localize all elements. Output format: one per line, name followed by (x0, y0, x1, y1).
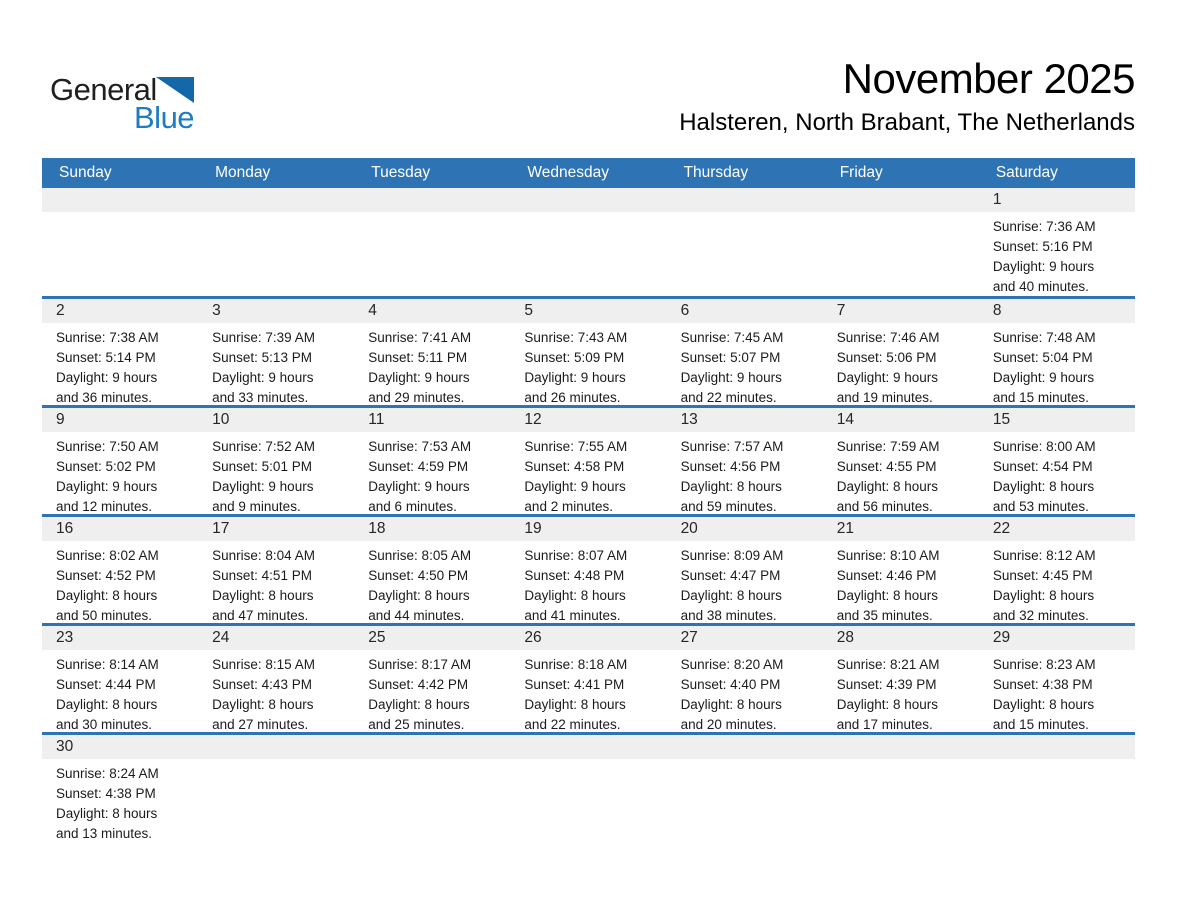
day-number-empty (42, 188, 198, 212)
week-row (42, 405, 1135, 514)
day-details (979, 759, 1135, 764)
daylight-text-line2: and 32 minutes. (992, 608, 1089, 623)
day-number-empty (823, 188, 979, 212)
day-details (42, 432, 198, 517)
sunset-text: Sunset: 4:51 PM (212, 568, 312, 583)
daylight-text-line1: Daylight: 9 hours (368, 479, 470, 494)
daylight-text-line2: and 50 minutes. (56, 608, 153, 623)
daylight-text-line1: Daylight: 8 hours (836, 697, 939, 712)
day-details (979, 212, 1135, 297)
day-details (667, 759, 823, 764)
sunset-text: Sunset: 5:06 PM (836, 350, 937, 365)
daylight-text-line1: Daylight: 8 hours (212, 697, 314, 712)
calendar-day-cell (823, 408, 979, 514)
daylight-text-line2: and 30 minutes. (56, 717, 153, 732)
sunset-text: Sunset: 5:02 PM (56, 459, 156, 474)
daylight-text-line2: and 2 minutes. (524, 499, 613, 514)
sunrise-text: Sunrise: 7:55 AM (524, 439, 628, 454)
day-number: 23 (42, 626, 198, 650)
day-number-empty (979, 735, 1135, 759)
daylight-text-line1: Daylight: 8 hours (992, 588, 1095, 603)
sunrise-text: Sunrise: 7:43 AM (524, 330, 628, 345)
day-number: 9 (42, 408, 198, 432)
calendar-day-cell (354, 299, 510, 405)
title-block (679, 56, 1135, 137)
day-number: 15 (979, 408, 1135, 432)
calendar-day-cell (667, 517, 823, 623)
page-title: November 2025 (842, 55, 1135, 102)
sunset-text: Sunset: 4:59 PM (368, 459, 469, 474)
week-row (42, 514, 1135, 623)
daylight-text-line2: and 44 minutes. (368, 608, 465, 623)
day-number-empty (510, 188, 666, 212)
sunrise-text: Sunrise: 8:09 AM (680, 548, 784, 563)
day-number: 24 (198, 626, 354, 650)
daylight-text-line2: and 19 minutes. (836, 390, 933, 405)
daylight-text-line1: Daylight: 9 hours (992, 370, 1095, 385)
day-details (510, 432, 666, 517)
sunrise-text: Sunrise: 7:50 AM (56, 439, 159, 454)
calendar-day-cell (667, 408, 823, 514)
day-details (42, 541, 198, 626)
day-number: 21 (823, 517, 979, 541)
calendar-day-cell (42, 299, 198, 405)
day-number: 17 (198, 517, 354, 541)
daylight-text-line2: and 35 minutes. (836, 608, 933, 623)
day-details (42, 212, 198, 217)
daylight-text-line2: and 53 minutes. (992, 499, 1089, 514)
day-details (354, 650, 510, 735)
sunset-text: Sunset: 4:52 PM (56, 568, 156, 583)
daylight-text-line1: Daylight: 9 hours (56, 479, 158, 494)
calendar-day-cell (510, 299, 666, 405)
day-number-empty (198, 735, 354, 759)
day-number: 26 (510, 626, 666, 650)
daylight-text-line1: Daylight: 9 hours (368, 370, 470, 385)
day-details (354, 541, 510, 626)
day-number: 16 (42, 517, 198, 541)
calendar-empty-cell (667, 188, 823, 296)
logo-word-blue: Blue (134, 100, 195, 135)
calendar-day-cell (198, 517, 354, 623)
week-row (42, 623, 1135, 732)
sunrise-text: Sunrise: 7:36 AM (992, 219, 1096, 234)
calendar-empty-cell (198, 188, 354, 296)
daylight-text-line1: Daylight: 8 hours (992, 479, 1095, 494)
calendar-day-cell (42, 517, 198, 623)
sunset-text: Sunset: 4:55 PM (836, 459, 937, 474)
general-blue-logo (50, 74, 220, 136)
daylight-text-line2: and 40 minutes. (992, 279, 1089, 294)
calendar-empty-cell (979, 735, 1135, 841)
day-number: 27 (667, 626, 823, 650)
calendar-day-cell (979, 517, 1135, 623)
day-number-empty (198, 188, 354, 212)
day-number: 2 (42, 299, 198, 323)
sunset-text: Sunset: 5:14 PM (56, 350, 156, 365)
daylight-text-line2: and 41 minutes. (524, 608, 621, 623)
daylight-text-line1: Daylight: 8 hours (680, 697, 782, 712)
calendar-day-cell (823, 626, 979, 732)
day-number: 19 (510, 517, 666, 541)
daylight-text-line1: Daylight: 8 hours (680, 588, 782, 603)
day-details (823, 541, 979, 626)
sunset-text: Sunset: 4:43 PM (212, 677, 312, 692)
daylight-text-line1: Daylight: 8 hours (836, 588, 939, 603)
day-number: 3 (198, 299, 354, 323)
sunrise-text: Sunrise: 7:59 AM (836, 439, 940, 454)
calendar-empty-cell (823, 735, 979, 841)
day-number: 20 (667, 517, 823, 541)
daylight-text-line2: and 29 minutes. (368, 390, 465, 405)
daylight-text-line1: Daylight: 9 hours (836, 370, 939, 385)
day-details (510, 650, 666, 735)
calendar-day-cell (354, 517, 510, 623)
day-details (354, 432, 510, 517)
sunrise-text: Sunrise: 8:20 AM (680, 657, 784, 672)
day-details (667, 323, 823, 408)
daylight-text-line1: Daylight: 8 hours (212, 588, 314, 603)
sunset-text: Sunset: 5:11 PM (368, 350, 468, 365)
day-number-empty (823, 735, 979, 759)
sunset-text: Sunset: 4:38 PM (56, 786, 156, 801)
day-details (198, 212, 354, 217)
day-number-empty (510, 735, 666, 759)
calendar-day-cell (354, 408, 510, 514)
day-details (354, 323, 510, 408)
day-details (198, 432, 354, 517)
sunset-text: Sunset: 4:42 PM (368, 677, 469, 692)
sunrise-text: Sunrise: 8:15 AM (212, 657, 315, 672)
sunset-text: Sunset: 4:47 PM (680, 568, 781, 583)
day-details (42, 650, 198, 735)
daylight-text-line2: and 22 minutes. (524, 717, 621, 732)
daylight-text-line2: and 47 minutes. (212, 608, 309, 623)
sunrise-text: Sunrise: 7:41 AM (368, 330, 472, 345)
sunrise-text: Sunrise: 7:52 AM (212, 439, 315, 454)
weekday-header-row (42, 158, 1135, 188)
sunrise-text: Sunrise: 8:18 AM (524, 657, 628, 672)
sunrise-text: Sunrise: 8:24 AM (56, 766, 159, 781)
calendar-day-cell (354, 626, 510, 732)
day-number-empty (667, 735, 823, 759)
sunrise-text: Sunrise: 8:04 AM (212, 548, 315, 563)
calendar-day-cell (667, 299, 823, 405)
weekday-saturday: Saturday (995, 164, 1058, 181)
calendar-day-cell (198, 408, 354, 514)
sunrise-text: Sunrise: 8:17 AM (368, 657, 472, 672)
logo-word-general: General (50, 72, 157, 107)
sunrise-text: Sunrise: 7:46 AM (836, 330, 940, 345)
day-number: 11 (354, 408, 510, 432)
sunrise-text: Sunrise: 7:45 AM (680, 330, 784, 345)
day-number: 6 (667, 299, 823, 323)
day-details (354, 759, 510, 764)
sunrise-text: Sunrise: 7:39 AM (212, 330, 315, 345)
sunset-text: Sunset: 5:13 PM (212, 350, 312, 365)
daylight-text-line1: Daylight: 8 hours (56, 697, 158, 712)
daylight-text-line2: and 22 minutes. (680, 390, 777, 405)
calendar-empty-cell (667, 735, 823, 841)
calendar-day-cell (42, 408, 198, 514)
day-details (354, 212, 510, 217)
daylight-text-line1: Daylight: 9 hours (56, 370, 158, 385)
day-number: 28 (823, 626, 979, 650)
sunrise-text: Sunrise: 7:53 AM (368, 439, 472, 454)
page-subtitle: Halsteren, North Brabant, The Netherlands (679, 109, 1135, 137)
day-details (42, 323, 198, 408)
calendar-day-cell (979, 299, 1135, 405)
calendar-day-cell (510, 517, 666, 623)
daylight-text-line1: Daylight: 8 hours (56, 588, 158, 603)
daylight-text-line2: and 9 minutes. (212, 499, 301, 514)
sunset-text: Sunset: 4:40 PM (680, 677, 781, 692)
sunset-text: Sunset: 5:09 PM (524, 350, 625, 365)
day-number: 10 (198, 408, 354, 432)
sunrise-text: Sunrise: 8:10 AM (836, 548, 940, 563)
sunset-text: Sunset: 4:50 PM (368, 568, 469, 583)
calendar-empty-cell (198, 735, 354, 841)
sunset-text: Sunset: 4:45 PM (992, 568, 1093, 583)
day-number: 5 (510, 299, 666, 323)
calendar-day-cell (198, 626, 354, 732)
day-details (979, 541, 1135, 626)
calendar-day-cell (198, 299, 354, 405)
day-details (510, 759, 666, 764)
daylight-text-line1: Daylight: 8 hours (56, 806, 158, 821)
day-number-empty (354, 735, 510, 759)
daylight-text-line2: and 56 minutes. (836, 499, 933, 514)
calendar-empty-cell (510, 735, 666, 841)
day-details (198, 650, 354, 735)
day-details (823, 212, 979, 217)
week-row (42, 188, 1135, 296)
calendar-day-cell (823, 299, 979, 405)
calendar-empty-cell (823, 188, 979, 296)
daylight-text-line2: and 17 minutes. (836, 717, 933, 732)
day-number: 8 (979, 299, 1135, 323)
week-row (42, 296, 1135, 405)
day-details (198, 759, 354, 764)
sunset-text: Sunset: 4:48 PM (524, 568, 625, 583)
daylight-text-line1: Daylight: 8 hours (368, 588, 470, 603)
day-number: 29 (979, 626, 1135, 650)
sunset-text: Sunset: 4:38 PM (992, 677, 1093, 692)
day-number: 13 (667, 408, 823, 432)
day-details (510, 212, 666, 217)
daylight-text-line2: and 36 minutes. (56, 390, 153, 405)
calendar-day-cell (823, 517, 979, 623)
day-number: 4 (354, 299, 510, 323)
day-number: 12 (510, 408, 666, 432)
sunset-text: Sunset: 5:04 PM (992, 350, 1093, 365)
daylight-text-line2: and 25 minutes. (368, 717, 465, 732)
day-details (823, 759, 979, 764)
daylight-text-line1: Daylight: 8 hours (524, 697, 626, 712)
day-details (979, 323, 1135, 408)
day-number: 25 (354, 626, 510, 650)
day-number: 22 (979, 517, 1135, 541)
calendar-empty-cell (354, 735, 510, 841)
sunrise-text: Sunrise: 8:05 AM (368, 548, 472, 563)
calendar (42, 158, 1135, 841)
daylight-text-line1: Daylight: 8 hours (368, 697, 470, 712)
day-number: 7 (823, 299, 979, 323)
weekday-tuesday: Tuesday (371, 164, 431, 181)
daylight-text-line2: and 13 minutes. (56, 826, 153, 841)
day-details (823, 323, 979, 408)
daylight-text-line2: and 26 minutes. (524, 390, 621, 405)
calendar-day-cell (979, 408, 1135, 514)
calendar-day-cell (510, 408, 666, 514)
daylight-text-line2: and 38 minutes. (680, 608, 777, 623)
sunset-text: Sunset: 4:54 PM (992, 459, 1093, 474)
sunrise-text: Sunrise: 8:23 AM (992, 657, 1096, 672)
sunset-text: Sunset: 5:07 PM (680, 350, 781, 365)
weekday-thursday: Thursday (683, 164, 749, 181)
calendar-day-cell (42, 626, 198, 732)
sunrise-text: Sunrise: 8:12 AM (992, 548, 1096, 563)
sunset-text: Sunset: 4:41 PM (524, 677, 625, 692)
day-details (198, 323, 354, 408)
calendar-empty-cell (42, 188, 198, 296)
day-number-empty (354, 188, 510, 212)
calendar-day-cell (667, 626, 823, 732)
weekday-sunday: Sunday (59, 164, 112, 181)
daylight-text-line1: Daylight: 9 hours (212, 479, 314, 494)
day-number-empty (667, 188, 823, 212)
calendar-empty-cell (510, 188, 666, 296)
sunrise-text: Sunrise: 8:00 AM (992, 439, 1096, 454)
sunrise-text: Sunrise: 7:48 AM (992, 330, 1096, 345)
daylight-text-line1: Daylight: 9 hours (524, 479, 626, 494)
calendar-day-cell (510, 626, 666, 732)
day-details (667, 650, 823, 735)
daylight-text-line2: and 6 minutes. (368, 499, 457, 514)
daylight-text-line1: Daylight: 9 hours (680, 370, 782, 385)
day-details (510, 323, 666, 408)
calendar-empty-cell (354, 188, 510, 296)
sunset-text: Sunset: 5:16 PM (992, 239, 1093, 254)
calendar-day-cell (979, 626, 1135, 732)
sunset-text: Sunset: 4:58 PM (524, 459, 625, 474)
daylight-text-line2: and 27 minutes. (212, 717, 309, 732)
daylight-text-line1: Daylight: 9 hours (992, 259, 1095, 274)
daylight-text-line2: and 59 minutes. (680, 499, 777, 514)
daylight-text-line1: Daylight: 8 hours (680, 479, 782, 494)
day-number: 18 (354, 517, 510, 541)
sunset-text: Sunset: 4:39 PM (836, 677, 937, 692)
sunset-text: Sunset: 5:01 PM (212, 459, 312, 474)
day-details (823, 650, 979, 735)
day-details (667, 212, 823, 217)
day-details (667, 541, 823, 626)
sunset-text: Sunset: 4:56 PM (680, 459, 781, 474)
calendar-grid (42, 188, 1135, 841)
weekday-wednesday: Wednesday (527, 164, 609, 181)
calendar-day-cell (42, 735, 198, 841)
calendar-day-cell (979, 188, 1135, 296)
weekday-friday: Friday (839, 164, 883, 181)
daylight-text-line1: Daylight: 9 hours (524, 370, 626, 385)
daylight-text-line2: and 15 minutes. (992, 717, 1089, 732)
sunrise-text: Sunrise: 7:57 AM (680, 439, 784, 454)
daylight-text-line1: Daylight: 8 hours (836, 479, 939, 494)
sunset-text: Sunset: 4:44 PM (56, 677, 156, 692)
day-number: 30 (42, 735, 198, 759)
daylight-text-line2: and 12 minutes. (56, 499, 153, 514)
day-details (667, 432, 823, 517)
weekday-monday: Monday (215, 164, 271, 181)
day-number: 14 (823, 408, 979, 432)
sunrise-text: Sunrise: 8:07 AM (524, 548, 628, 563)
daylight-text-line1: Daylight: 8 hours (524, 588, 626, 603)
week-row (42, 732, 1135, 841)
day-details (42, 759, 198, 844)
daylight-text-line2: and 15 minutes. (992, 390, 1089, 405)
daylight-text-line2: and 20 minutes. (680, 717, 777, 732)
sunset-text: Sunset: 4:46 PM (836, 568, 937, 583)
day-details (979, 432, 1135, 517)
day-details (198, 541, 354, 626)
sunrise-text: Sunrise: 7:38 AM (56, 330, 159, 345)
day-details (979, 650, 1135, 735)
sunrise-text: Sunrise: 8:02 AM (56, 548, 159, 563)
day-details (510, 541, 666, 626)
sunrise-text: Sunrise: 8:21 AM (836, 657, 940, 672)
daylight-text-line1: Daylight: 9 hours (212, 370, 314, 385)
day-number: 1 (979, 188, 1135, 212)
daylight-text-line1: Daylight: 8 hours (992, 697, 1095, 712)
daylight-text-line2: and 33 minutes. (212, 390, 309, 405)
day-details (823, 432, 979, 517)
sunrise-text: Sunrise: 8:14 AM (56, 657, 159, 672)
